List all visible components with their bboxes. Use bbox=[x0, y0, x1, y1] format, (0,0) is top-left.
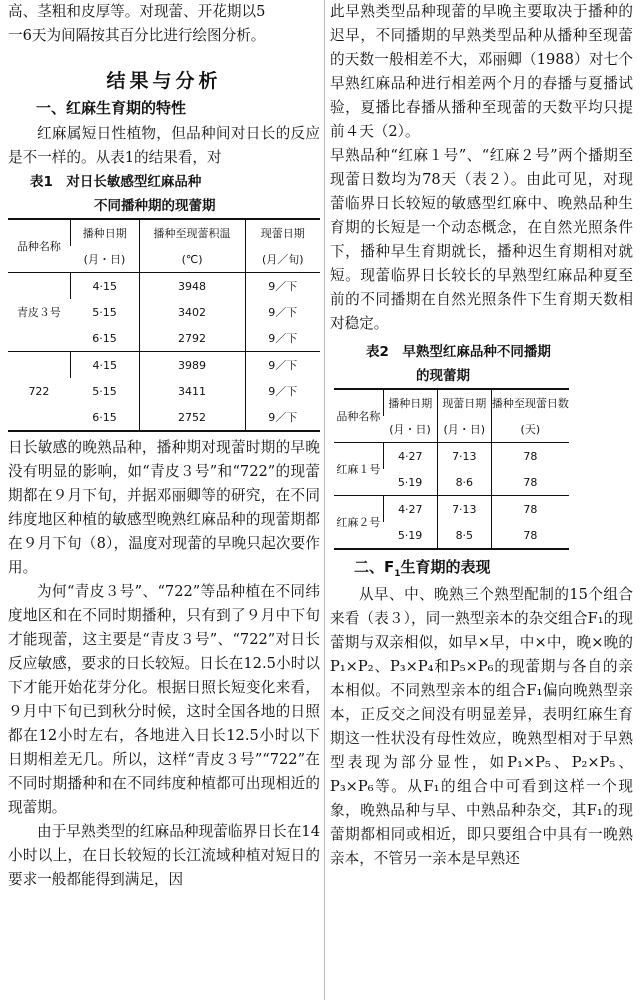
table-cell: 9／下 bbox=[245, 378, 320, 404]
table-cell: 5·15 bbox=[92, 305, 117, 319]
table-cell: 78 bbox=[491, 496, 569, 523]
subsection-2-title bbox=[354, 556, 633, 579]
table-cell: 7·13 bbox=[437, 496, 491, 523]
table-2-header-variety: 品种名称 bbox=[336, 410, 381, 423]
table-cell: 6·15 bbox=[92, 331, 117, 345]
table-row bbox=[334, 443, 569, 470]
table-2-subheader-bud-date: (月・日) bbox=[437, 416, 491, 443]
table-row bbox=[8, 352, 320, 379]
table-cell: 4·15 bbox=[70, 352, 139, 379]
table-cell: 9／下 bbox=[245, 352, 320, 379]
table-cell: 78 bbox=[491, 443, 569, 470]
table-cell: 8·5 bbox=[437, 522, 491, 549]
right-column bbox=[330, 0, 633, 871]
table-1-subheader-sow-date: (月・日) bbox=[70, 246, 139, 273]
table-cell: 9／下 bbox=[245, 299, 320, 325]
table-2 bbox=[334, 388, 569, 550]
table-2-subheader-sow-date: (月・日) bbox=[383, 416, 437, 443]
table-cell: 4·15 bbox=[70, 273, 139, 300]
table-1-subheader-bud-date: (月／旬) bbox=[245, 246, 320, 273]
table-cell: 5·15 bbox=[92, 384, 117, 398]
table-cell: 3411 bbox=[139, 378, 245, 404]
table-1-variety: 722 bbox=[8, 352, 70, 432]
table-2-header-sow-date: 播种日期 bbox=[383, 389, 437, 416]
right-paragraph-2: 早熟品种“红麻１号”、“红麻２号”两个播期至现蕾日数均为78天（表２）。由此可见，对现蕾临界日长较短的敏感型红麻中、晚熟品种生育期的长短是一个动态概念，在自然光照条件下，播种早生育期就长，播种迟生育期相对就短。现蕾临界日长较长的早熟型红麻品种夏至前的不同播期在自然光照条件下生育期天数相对稳定。 bbox=[330, 147, 633, 332]
table-cell: 78 bbox=[491, 469, 569, 496]
subsection-1-title: 一、红麻生育期的特性 bbox=[36, 99, 187, 117]
table-cell: 7·13 bbox=[437, 443, 491, 470]
table-cell: 78 bbox=[491, 522, 569, 549]
table-cell: 9／下 bbox=[245, 404, 320, 431]
intro-line-2: 一6天为间隔按其百分比进行绘图分析。 bbox=[8, 27, 266, 44]
table-2-header-bud-date: 现蕾日期 bbox=[437, 389, 491, 416]
table-cell: 6·15 bbox=[92, 410, 117, 424]
table-cell: 8·6 bbox=[437, 469, 491, 496]
table-cell: 3948 bbox=[139, 273, 245, 300]
table-row bbox=[334, 496, 569, 523]
intro-line-1: 高、茎粗和皮厚等。对现蕾、开花期以5 bbox=[8, 3, 266, 20]
table-1-header-variety: 品种名称 bbox=[16, 240, 61, 253]
table-cell: 3402 bbox=[139, 299, 245, 325]
paragraph-3: 为何“青皮３号”、“722”等品种植在不同纬度地区和在不同时期播种，只有到了９月中下旬才能现蕾，这主要是“青皮３号”、“722”对日长反应敏感，要求的日长较短。日长在12.5小时以下才能开始花芽分化。根据日照长短变化来看，９月中下旬已到秋分时候，这时全国各地的日照都在12小时左右，各地进入日长12.5小时以下日期相差无几。所以，这样“青皮３号”“722”在不同时期播种和在不同纬度种植都可出现相近的现蕾期。 bbox=[8, 583, 320, 816]
subsection-1-paragraph: 红麻属短日性植物，但品种间对日长的反应是不一样的。从表1的结果看，对 bbox=[8, 125, 320, 166]
table-cell: 3989 bbox=[139, 352, 245, 379]
table-2-caption-line-2: 的现蕾期 bbox=[416, 368, 470, 384]
table-cell: 9／下 bbox=[245, 273, 320, 300]
column-divider bbox=[324, 0, 325, 1000]
right-paragraph-3: 从早、中、晚熟三个熟型配制的15个组合来看（表３），同一熟型亲本的杂交组合F₁的现蕾期与双亲相似，如早×早，中×中，晚×晚的P₁×P₂、P₃×P₄和P₅×P₆的现蕾期与各自的亲本相似。不同熟型亲本的组合F₁偏向晚熟型亲本，正反交之间没有明显差异，表明红麻生育期这一性状没有母性效应，晚熟型相对于早熟型表现为部分显性，如P₁×P₅、P₂×P₅、P₃×P₆等。从F₁的组合中可看到这样一个现象，晚熟品种与早、中熟品种杂交，其F₁的现蕾期都相同或相近，即只要组合中具有一晚熟亲本，不管另一亲本是早熟还 bbox=[330, 586, 633, 867]
table-cell: 4·27 bbox=[383, 443, 437, 470]
table-1-caption-line-1: 表1 对日长敏感型红麻品种 bbox=[30, 174, 202, 190]
right-paragraph-1: 此早熟类型品种现蕾的早晚主要取决于播种的迟早，不同播期的早熟类型品种从播种至现蕾的天数一般相差不大，邓丽卿（1988）对七个早熟红麻品种进行相差两个月的春播与夏播试验，夏播比春播从播种至现蕾的天数平均只提前４天（2）。 bbox=[330, 3, 633, 140]
section-title: 结果与分析 bbox=[106, 70, 222, 92]
table-cell: 2792 bbox=[139, 325, 245, 352]
table-cell: 2752 bbox=[139, 404, 245, 431]
table-cell: 5·19 bbox=[397, 528, 423, 542]
left-column bbox=[8, 0, 320, 892]
table-2-variety: 红麻２号 bbox=[334, 496, 383, 550]
subsection-2-suffix: 生育期的表现 bbox=[400, 558, 491, 576]
subsection-2-subscript: 1 bbox=[394, 569, 401, 579]
subsection-2-prefix: 二、F bbox=[354, 558, 395, 576]
table-1-subheader-accum-temp: (℃) bbox=[139, 246, 245, 273]
paragraph-4: 由于早熟类型的红麻品种现蕾临界日长在14小时以上，在日长较短的长江流域种植对短日的要求一般都能得到满足，因 bbox=[8, 823, 320, 888]
table-1-header-accum-temp: 播种至现蕾积温 bbox=[139, 219, 245, 246]
table-1 bbox=[8, 218, 320, 432]
table-2-variety: 红麻１号 bbox=[334, 443, 383, 496]
table-cell: 5·19 bbox=[397, 475, 423, 489]
table-1-variety: 青皮３号 bbox=[8, 273, 70, 352]
paragraph-2: 日长敏感的晚熟品种，播种期对现蕾时期的早晚没有明显的影响，如“青皮３号”和“722”的现蕾期都在９月下旬，并据邓丽卿等的研究，在不同纬度地区种植的敏感型晚熟红麻品种的现蕾期都在９月下旬（8），温度对现蕾的早晚只起次要作用。 bbox=[8, 439, 320, 576]
table-2-caption-line-1: 表2 早熟型红麻品种不同播期 bbox=[366, 344, 551, 360]
table-row bbox=[8, 273, 320, 300]
table-1-header-bud-date: 现蕾日期 bbox=[245, 219, 320, 246]
table-1-header-sow-date: 播种日期 bbox=[70, 219, 139, 246]
table-2-header-days: 播种至现蕾日数 bbox=[491, 389, 569, 416]
table-2-subheader-days: (天) bbox=[491, 416, 569, 443]
table-1-caption-line-2: 不同播种期的现蕾期 bbox=[94, 198, 216, 214]
table-cell: 4·27 bbox=[383, 496, 437, 523]
table-cell: 9／下 bbox=[245, 325, 320, 352]
